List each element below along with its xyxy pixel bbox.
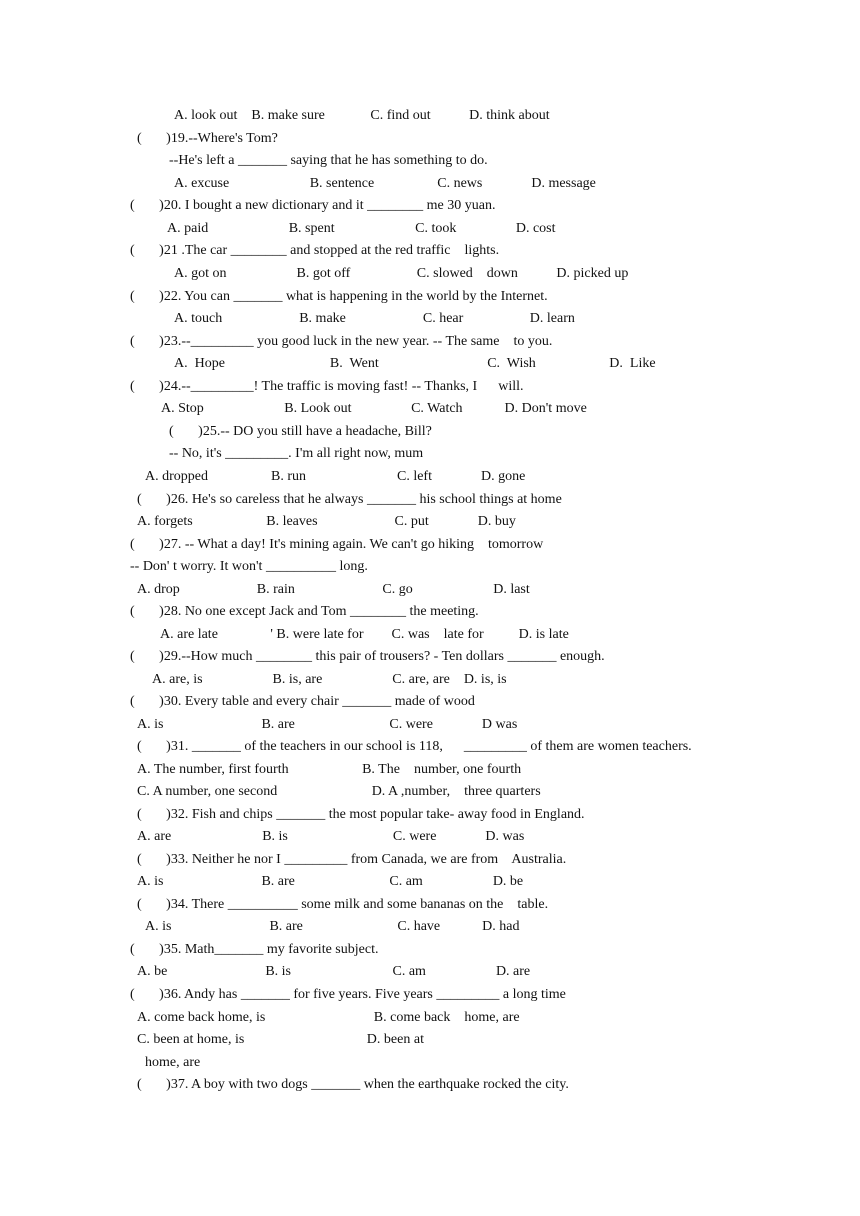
text-line: A. come back home, is B. come back home, are bbox=[137, 1010, 520, 1025]
text-line: A. is B. are C. am D. be bbox=[137, 874, 524, 889]
text-line: A. paid B. spent C. took D. cost bbox=[167, 221, 556, 236]
text-line: ( )27. -- What a day! It's mining again. We can't go hiking tomorrow bbox=[130, 537, 544, 552]
text-line: A. excuse B. sentence C. news D. message bbox=[174, 176, 596, 191]
text-line: ( )20. I bought a new dictionary and it ________ me 30 yuan. bbox=[130, 198, 496, 213]
text-line: -- Don' t worry. It won't __________ long. bbox=[130, 559, 368, 574]
text-line: A. are B. is C. were D. was bbox=[137, 829, 525, 844]
text-line: A. Hope B. Went C. Wish D. Like bbox=[174, 356, 656, 371]
text-line: ( )35. Math_______ my favorite subject. bbox=[130, 942, 379, 957]
text-line: ( )32. Fish and chips _______ the most popular take- away food in England. bbox=[137, 807, 585, 822]
text-line: A. is B. are C. have D. had bbox=[145, 919, 520, 934]
text-line: home, are bbox=[145, 1055, 201, 1070]
text-line: ( )23.--_________ you good luck in the new year. -- The same to you. bbox=[130, 334, 553, 349]
text-line: ( )28. No one except Jack and Tom ________ the meeting. bbox=[130, 604, 479, 619]
text-line: ( )37. A boy with two dogs _______ when the earthquake rocked the city. bbox=[137, 1077, 569, 1092]
text-line: ( )21 .The car ________ and stopped at the red traffic lights. bbox=[130, 243, 500, 258]
text-line: A. are, is B. is, are C. are, are D. is, is bbox=[152, 672, 507, 687]
text-line: A. is B. are C. were D was bbox=[137, 717, 518, 732]
text-line: --He's left a _______ saying that he has something to do. bbox=[169, 153, 488, 168]
text-line: ( )24.--_________! The traffic is moving fast! -- Thanks, I will. bbox=[130, 379, 524, 394]
text-line: A. are late ' B. were late for C. was late for D. is late bbox=[160, 627, 569, 642]
text-line: A. forgets B. leaves C. put D. buy bbox=[137, 514, 516, 529]
text-line: A. touch B. make C. hear D. learn bbox=[174, 311, 575, 326]
text-line: ( )29.--How much ________ this pair of trousers? - Ten dollars _______ enough. bbox=[130, 649, 605, 664]
text-line: A. dropped B. run C. left D. gone bbox=[145, 469, 526, 484]
text-line: A. Stop B. Look out C. Watch D. Don't move bbox=[161, 401, 587, 416]
text-line: ( )25.-- DO you still have a headache, Bill? bbox=[169, 424, 432, 439]
text-line: A. look out B. make sure C. find out D. think about bbox=[174, 108, 550, 123]
text-line: A. be B. is C. am D. are bbox=[137, 964, 531, 979]
text-line: C. been at home, is D. been at bbox=[137, 1032, 424, 1047]
text-line: ( )36. Andy has _______ for five years. Five years _________ a long time bbox=[130, 987, 566, 1002]
text-line: ( )31. _______ of the teachers in our school is 118, _________ of them are women teachers. bbox=[137, 739, 692, 754]
text-line: A. drop B. rain C. go D. last bbox=[137, 582, 530, 597]
text-line: ( )26. He's so careless that he always _______ his school things at home bbox=[137, 492, 562, 507]
text-line: ( )33. Neither he nor I _________ from Canada, we are from Australia. bbox=[137, 852, 567, 867]
text-line: -- No, it's _________. I'm all right now, mum bbox=[169, 446, 424, 461]
text-line: A. The number, first fourth B. The number, one fourth bbox=[137, 762, 522, 777]
text-line: C. A number, one second D. A ,number, three quarters bbox=[137, 784, 541, 799]
text-line: ( )19.--Where's Tom? bbox=[137, 131, 278, 146]
text-line: ( )34. There __________ some milk and some bananas on the table. bbox=[137, 897, 549, 912]
text-line: ( )30. Every table and every chair _______ made of wood bbox=[130, 694, 475, 709]
text-line: ( )22. You can _______ what is happening in the world by the Internet. bbox=[130, 289, 548, 304]
text-line: A. got on B. got off C. slowed down D. picked up bbox=[174, 266, 629, 281]
